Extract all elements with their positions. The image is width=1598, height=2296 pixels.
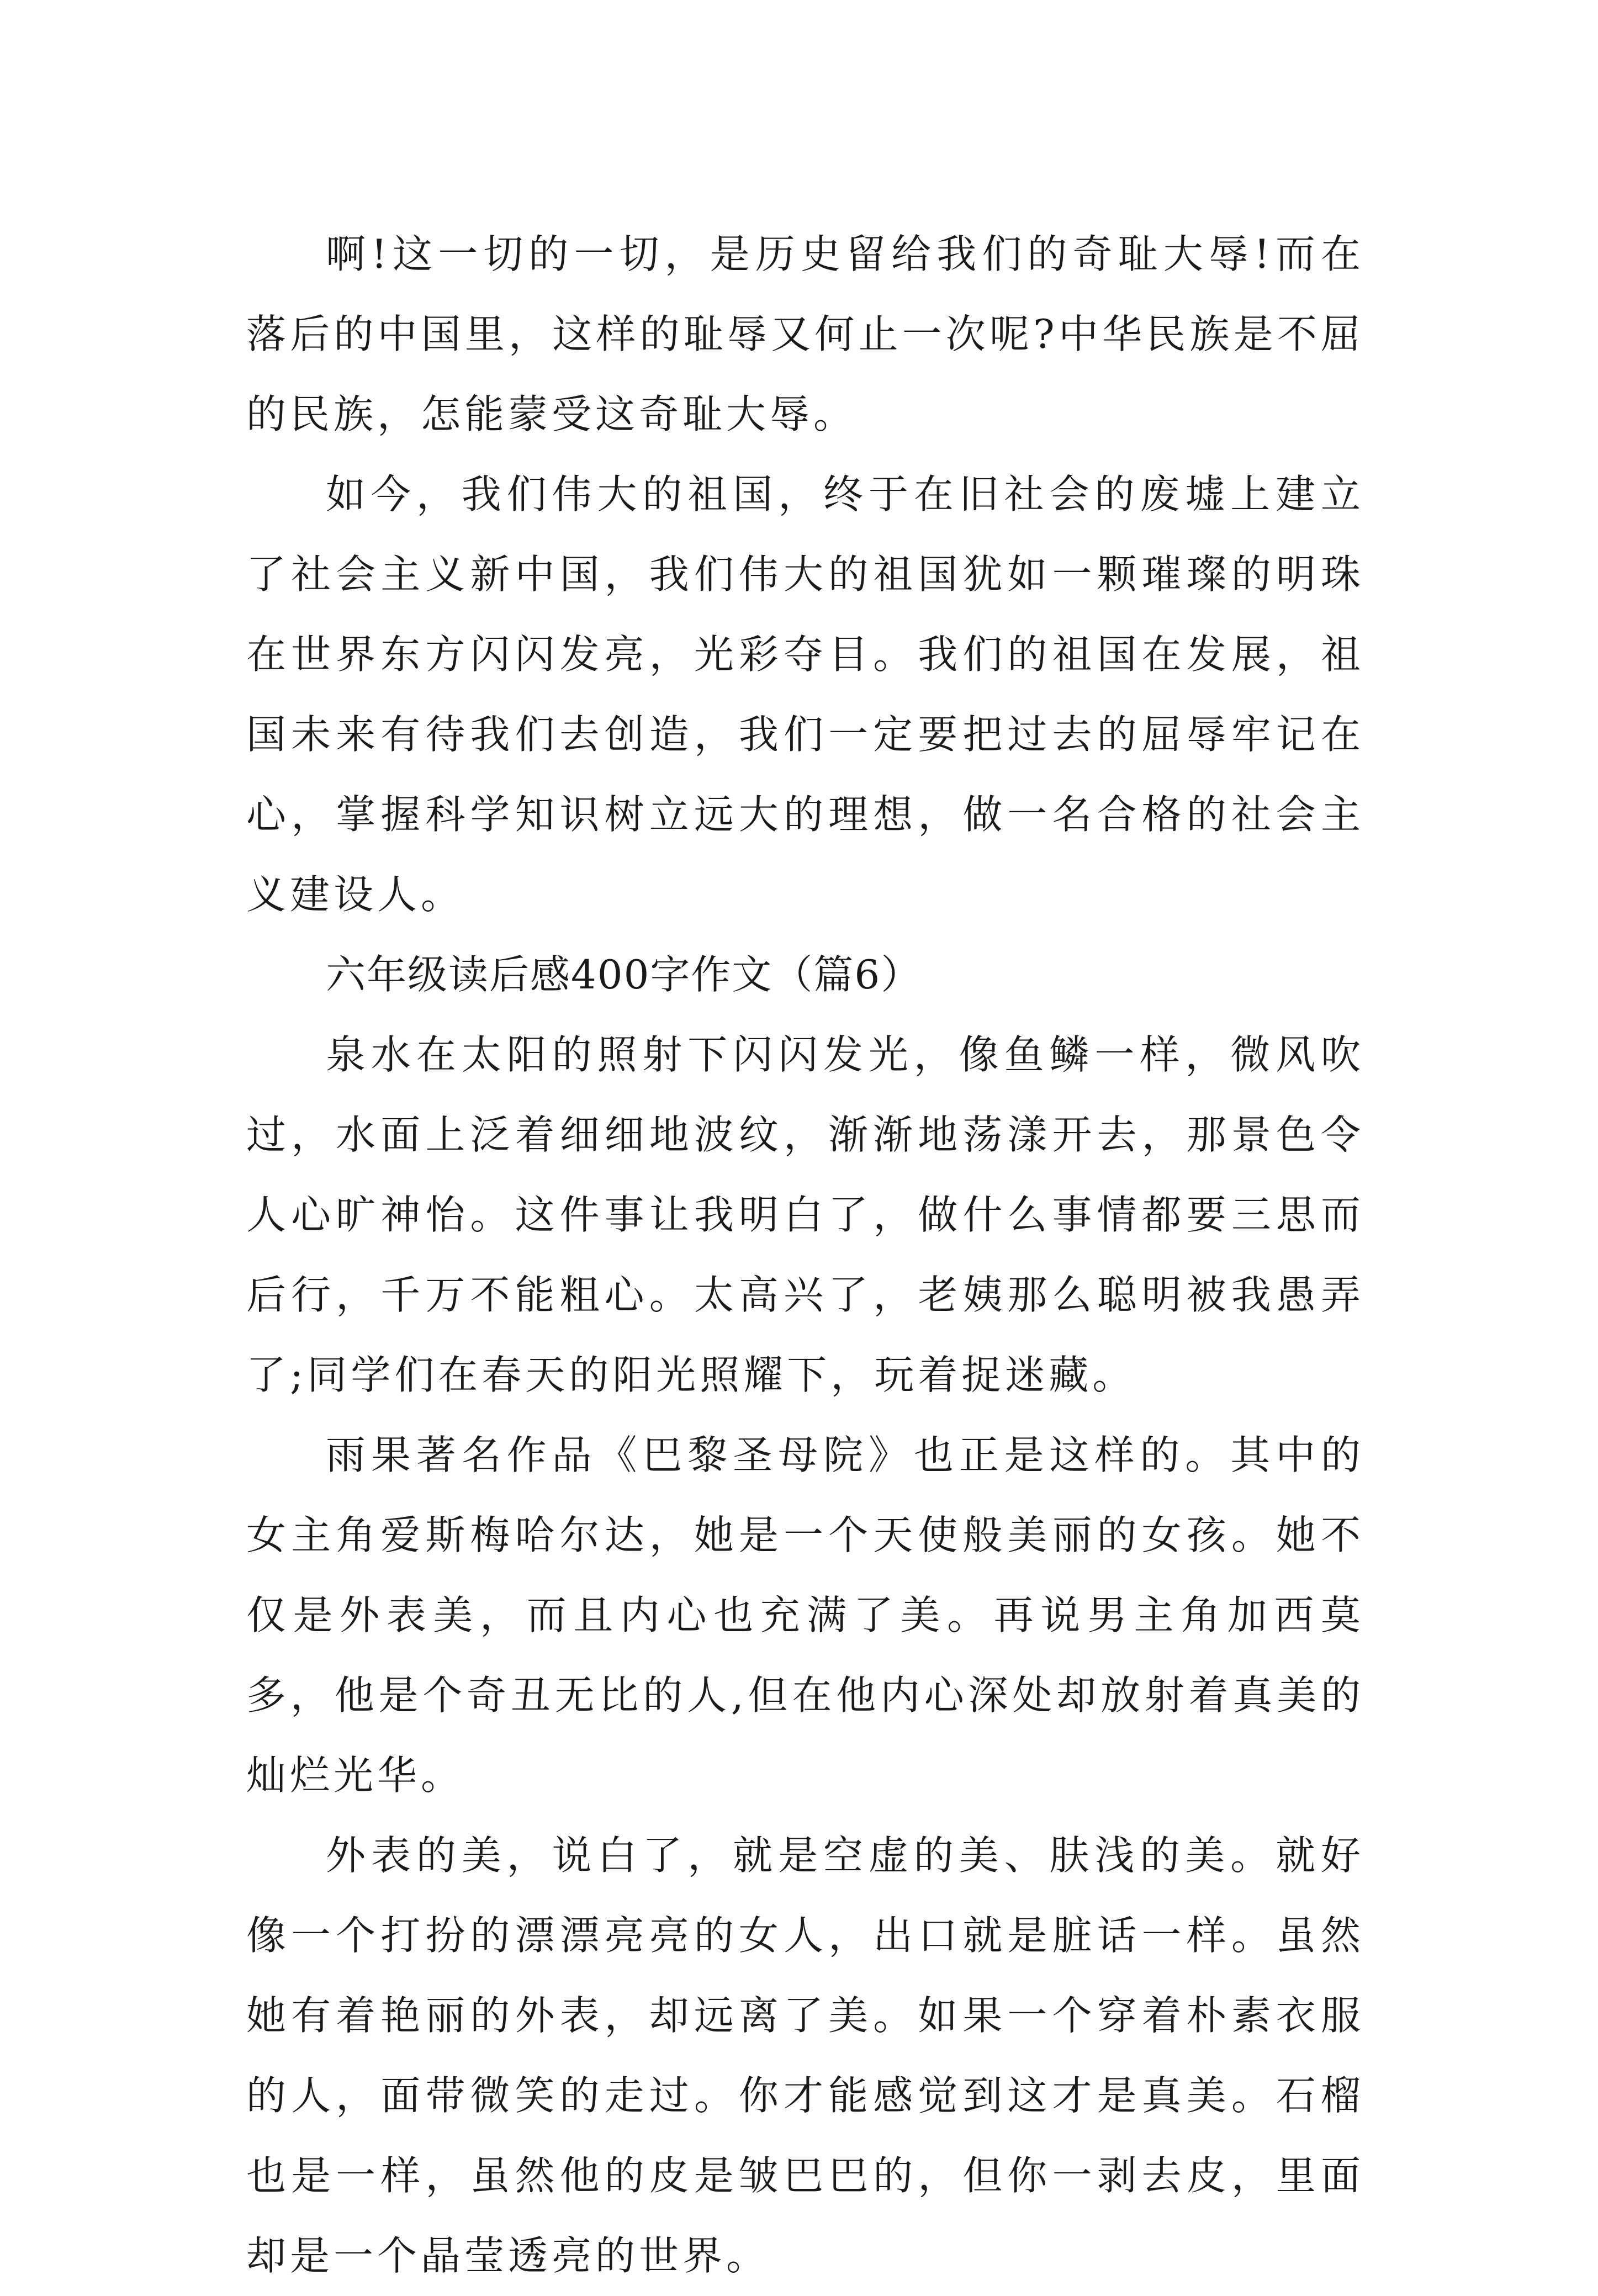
paragraph-3: 泉水在太阳的照射下闪闪发光，像鱼鳞一样，微风吹过，水面上泛着细细地波纹，渐渐地荡漾开去，那景色令人心旷神怡。这件事让我明白了，做什么事情都要三思而后行，千万不能粗心。太高兴了，老姨那么聪明被我愚弄了;同学们在春天的阳光照耀下，玩着捉迷藏。 (246, 1031, 1364, 1398)
paragraph-5: 外表的美，说白了，就是空虚的美、肤浅的美。就好像一个打扮的漂漂亮亮的女人，出口就是脏话一样。虽然她有着艳丽的外表，却远离了美。如果一个穿着朴素衣服的人，面带微笑的走过。你才能感觉到这才是真美。石榴也是一样，虽然他的皮是皱巴巴的，但你一剥去皮，里面却是一个晶莹透亮的世界。 (246, 1832, 1364, 2279)
section-heading: 六年级读后感400字作文（篇6） (326, 951, 922, 998)
paragraph-1: 啊!这一切的一切，是历史留给我们的奇耻大辱!而在落后的中国里，这样的耻辱又何止一次呢?中华民族是不屈的民族，怎能蒙受这奇耻大辱。 (246, 231, 1364, 437)
paragraph-4: 雨果著名作品《巴黎圣母院》也正是这样的。其中的女主角爱斯梅哈尔达，她是一个天使般美丽的女孩。她不仅是外表美，而且内心也充满了美。再说男主角加西莫多，他是个奇丑无比的人,但在他内心深处却放射着真美的灿烂光华。 (246, 1432, 1364, 1798)
document-body (246, 214, 1364, 2296)
paragraph-2: 如今，我们伟大的祖国，终于在旧社会的废墟上建立了社会主义新中国，我们伟大的祖国犹如一颗璀璨的明珠在世界东方闪闪发亮，光彩夺目。我们的祖国在发展，祖国未来有待我们去创造，我们一定要把过去的屈辱牢记在心，掌握科学知识树立远大的理想，做一名合格的社会主义建设人。 (246, 471, 1364, 918)
